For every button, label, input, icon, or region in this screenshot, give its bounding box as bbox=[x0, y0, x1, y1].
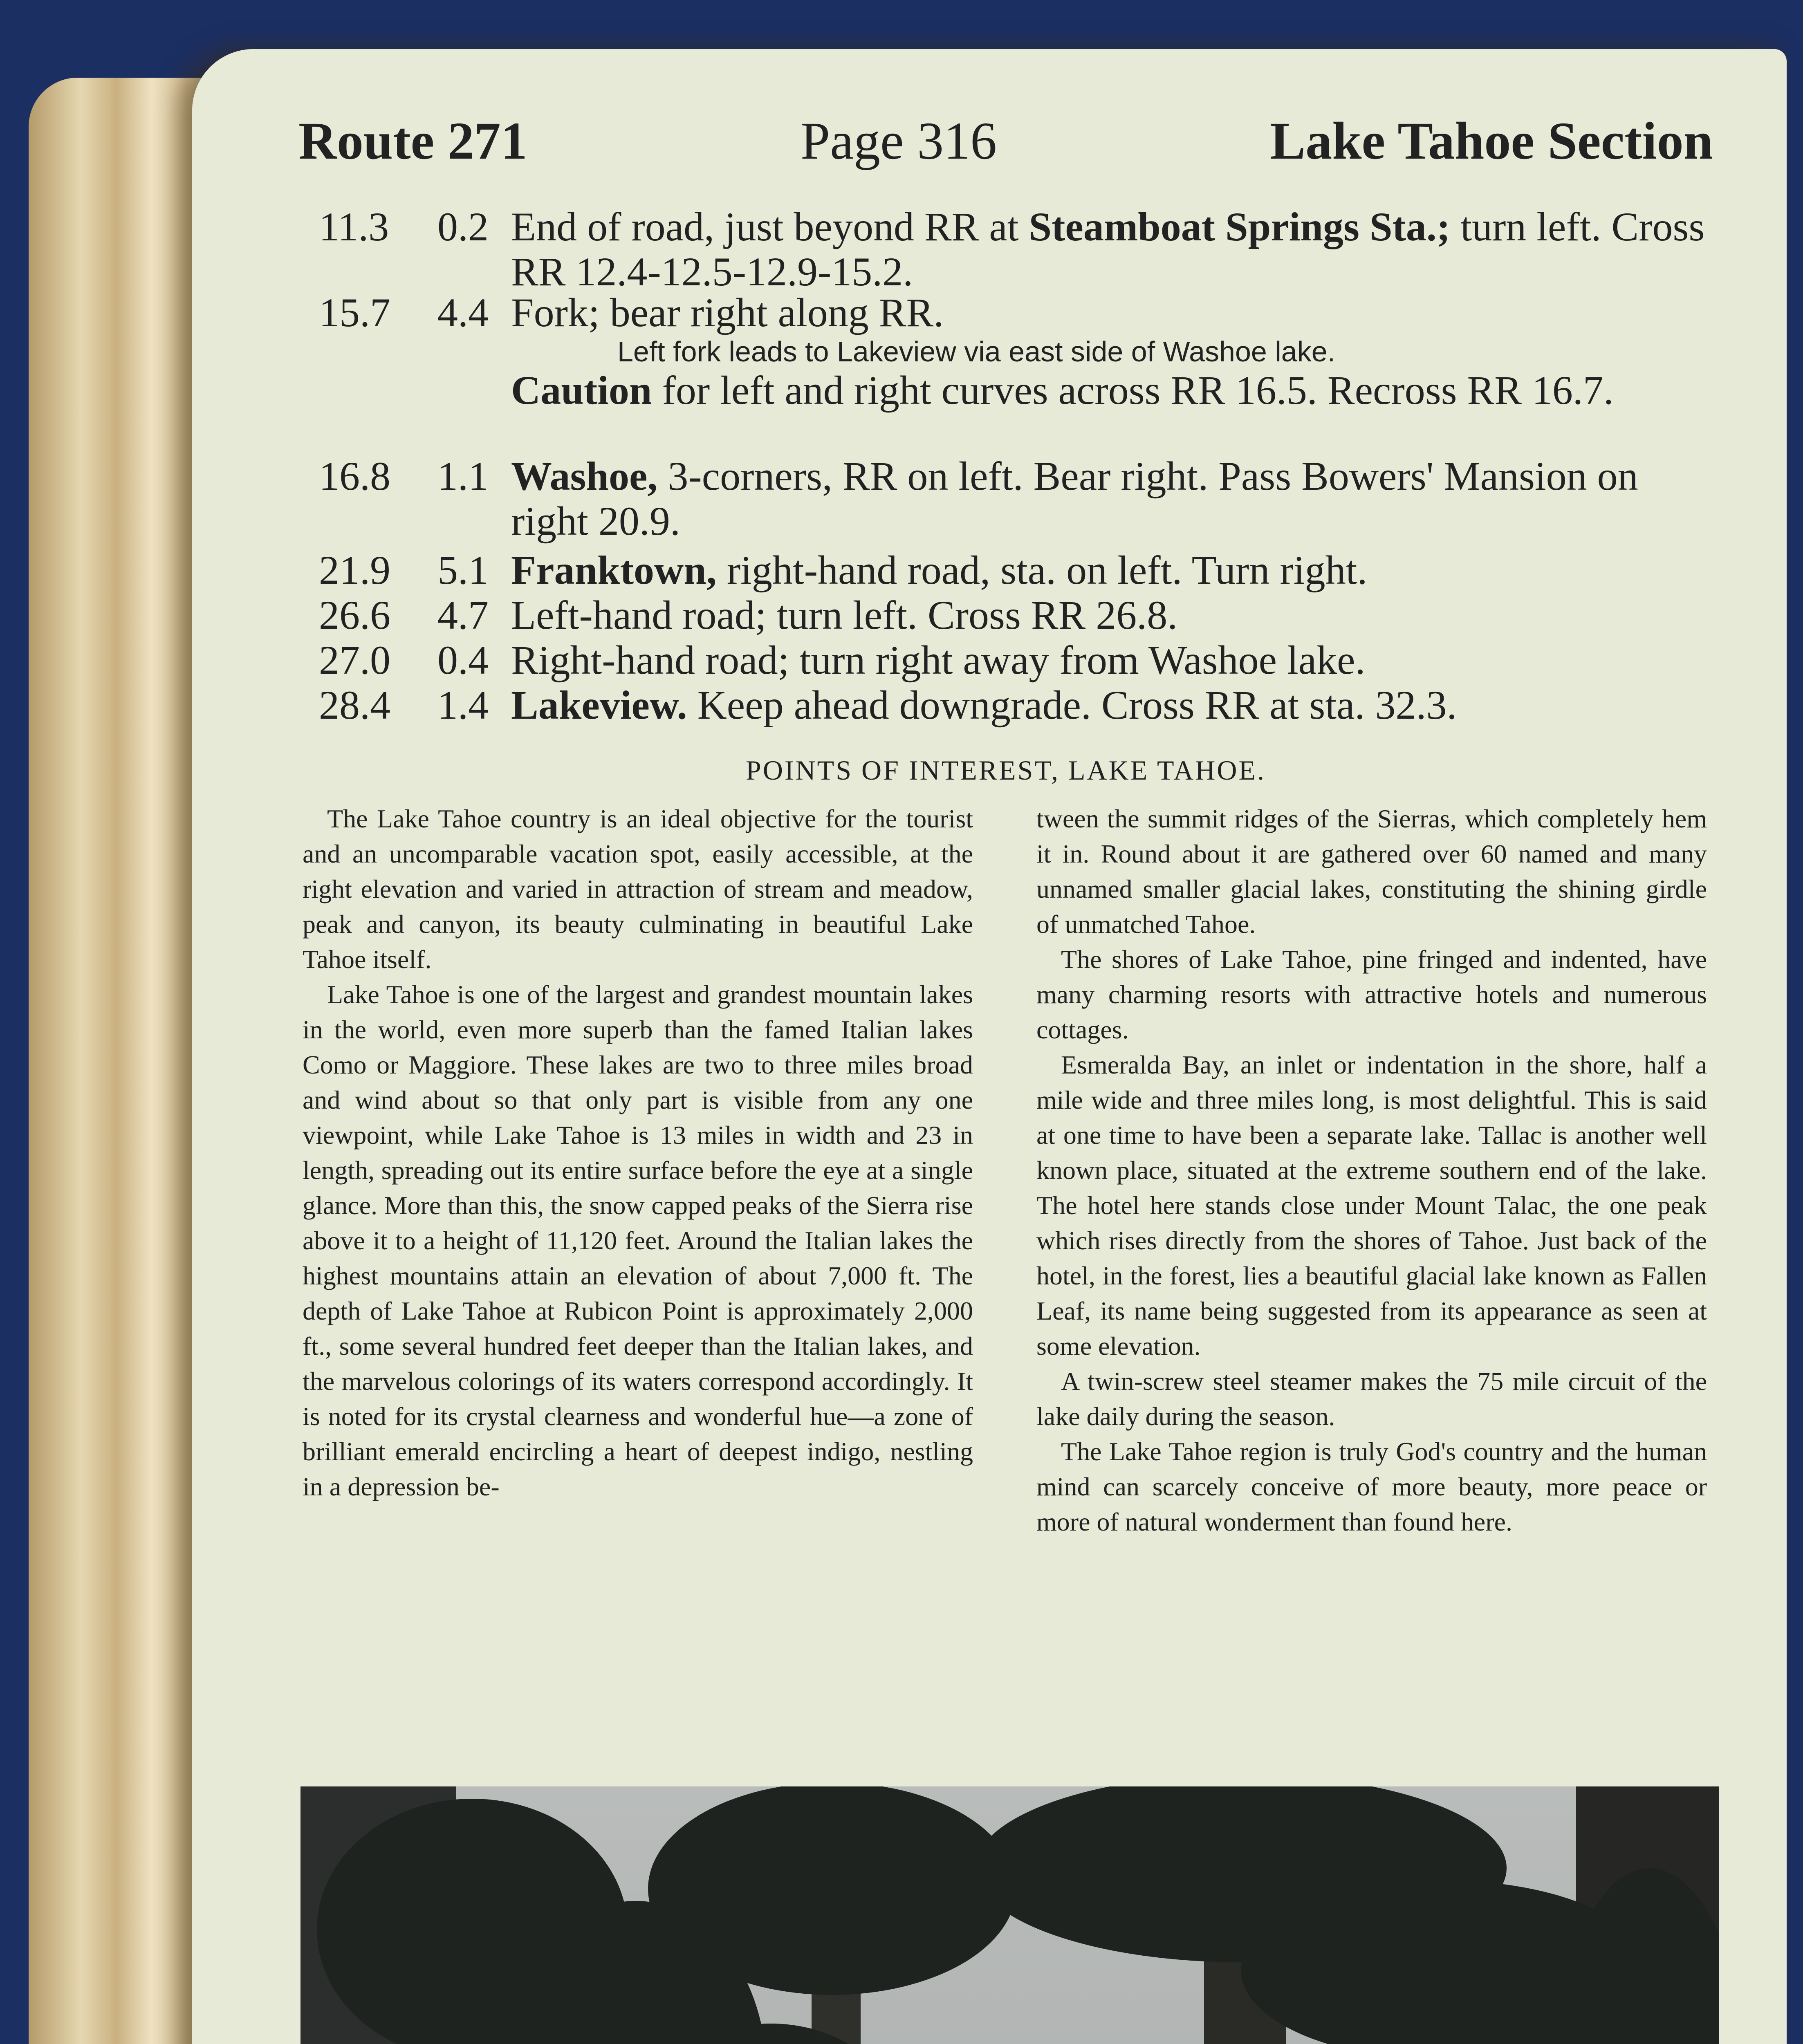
route-direction: Franktown, right-hand road, sta. on left. Turn right. bbox=[511, 547, 1368, 593]
article-column-left bbox=[303, 801, 973, 1766]
cumulative-mileage: 28.4 bbox=[319, 682, 390, 728]
route-direction: Lakeview. Keep ahead downgrade. Cross RR at sta. 32.3. bbox=[511, 682, 1457, 728]
route-direction: Washoe, 3-corners, RR on left. Bear right. Pass Bowers' Mansion on right 20.9. bbox=[511, 453, 1638, 544]
page-header bbox=[298, 110, 1713, 176]
segment-mileage: 4.4 bbox=[437, 290, 489, 335]
paragraph: The Lake Tahoe country is an ideal objective for the tourist and an uncomparable vacation spot, easily accessible, at the right elevation and varied in attraction of stream and meadow, peak and canyon, its beauty culminating in beautiful Lake Tahoe itself. bbox=[303, 804, 973, 974]
section-title: Lake Tahoe Section bbox=[1270, 112, 1713, 170]
route-number: Route 271 bbox=[298, 112, 527, 170]
paragraph: Esmeralda Bay, an inlet or indentation in the shore, half a mile wide and three miles long, is most delightful. This is said at one time to have been a separate lake. Tallac is another well known place, situated at the extreme southern end of the lake. The hotel here stands close under Mount Talac, the one peak which rises directly from the shores of Tahoe. Just back of the hotel, in the forest, lies a beautiful glacial lake known as Fallen Leaf, its name being suggested from its appearance as seen at some elevation. bbox=[1036, 1050, 1707, 1360]
paragraph: tween the summit ridges of the Sierras, which completely hem it in. Round about it are gathered over 60 named and many unnamed smaller glacial lakes, constituting the shining girdle of unmatched Tahoe. bbox=[1036, 804, 1707, 939]
segment-mileage: 4.7 bbox=[437, 592, 489, 638]
segment-mileage: 0.4 bbox=[437, 637, 489, 683]
segment-mileage: 5.1 bbox=[437, 547, 489, 593]
cumulative-mileage: 27.0 bbox=[319, 637, 390, 683]
cumulative-mileage: 26.6 bbox=[319, 592, 390, 638]
paragraph: The shores of Lake Tahoe, pine fringed and indented, have many charming resorts with attractive hotels and numerous cottages. bbox=[1036, 945, 1707, 1044]
route-direction: Right-hand road; turn right away from Washoe lake. bbox=[511, 637, 1366, 683]
lake-shore-illustration bbox=[300, 1786, 1719, 2044]
route-direction: End of road, just beyond RR at Steamboat Springs Sta.; turn left. Cross RR 12.4-12.5-12.9-15.2. bbox=[511, 204, 1705, 294]
segment-mileage: 1.4 bbox=[437, 682, 489, 728]
segment-mileage: 0.2 bbox=[437, 204, 489, 249]
cumulative-mileage: 11.3 bbox=[319, 204, 389, 249]
paragraph: A twin-screw steel steamer makes the 75 mile circuit of the lake daily during the season. bbox=[1036, 1367, 1707, 1431]
article-column-right bbox=[1036, 801, 1707, 1766]
cumulative-mileage: 16.8 bbox=[319, 453, 390, 499]
cumulative-mileage: 15.7 bbox=[319, 290, 390, 335]
route-note: Left fork leads to Lakeview via east side of Washoe lake. bbox=[617, 336, 1336, 368]
paragraph: The Lake Tahoe region is truly God's country and the human mind can scarcely conceive of more beauty, more peace or more of natural wonderment than found here. bbox=[1036, 1437, 1707, 1536]
route-direction: Left-hand road; turn left. Cross RR 26.8. bbox=[511, 592, 1178, 638]
lake-shore-photo bbox=[300, 1786, 1719, 2044]
segment-mileage: 1.1 bbox=[437, 453, 489, 499]
route-direction: Fork; bear right along RR. Left fork leads to Lakeview via east side of Washoe lake. Caution for left and right curves across RR 16.5. Recross RR 16.7. bbox=[511, 290, 1717, 413]
page-number: Page 316 bbox=[800, 112, 997, 170]
cumulative-mileage: 21.9 bbox=[319, 547, 390, 593]
points-of-interest-title: POINTS OF INTEREST, LAKE TAHOE. bbox=[746, 755, 1266, 786]
paragraph: Lake Tahoe is one of the largest and grandest mountain lakes in the world, even more superb than the famed Italian lakes Como or Maggiore. These lakes are two to three miles broad and wind about so that only part is visible from any one viewpoint, while Lake Tahoe is 13 miles in width and 23 in length, spreading out its entire surface before the eye at a single glance. More than this, the snow capped peaks of the Sierra rise above it to a height of 11,120 feet. Around the Italian lakes the highest mountains attain an elevation of about 7,000 ft. The depth of Lake Tahoe at Rubicon Point is approximately 2,000 ft., some several hundred feet deeper than the Italian lakes, and the marvelous colorings of its waters correspond accordingly. It is noted for its crystal clearness and wonderful hue—a zone of brilliant emerald encircling a heart of deepest indigo, nestling in a depression be- bbox=[303, 980, 973, 1501]
